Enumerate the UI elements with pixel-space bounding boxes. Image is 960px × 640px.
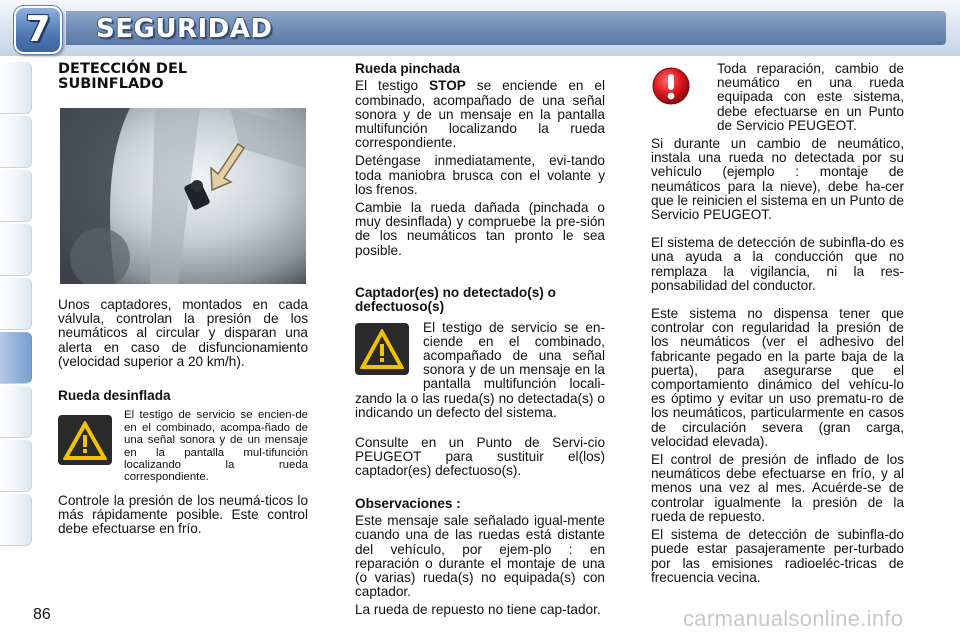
page-number: 86 [33,606,51,623]
chapter-tab-7-active[interactable] [0,332,32,384]
stop-label: STOP [429,78,466,94]
puncture-paragraph-2: Deténgase inmediatamente, evi-tando toda maniobra brusca con el volante y los frenos. [355,153,605,197]
flat-tyre-text: Controle la presión de los neumá-ticos lo más rápidamente posible. Este control debe efectuarse en frío. [58,492,308,537]
column-1 [58,62,308,92]
flat-warning-block [58,409,308,487]
tyre-valve-photo [60,108,306,284]
exclamation-circle-icon [651,62,695,137]
puncture-paragraph-3: Cambie la rueda dañada (pinchada o muy desinflada) y compruebe la pre-sión de los neumáticos tan pronto le sea posible. [355,200,605,258]
chapter-number: 7 [25,9,51,50]
chapter-side-tabs [0,62,34,582]
chapter-tab-2[interactable] [0,116,32,168]
chapter-tab-9[interactable] [0,440,32,492]
sensor-warning-block [355,321,605,420]
chapter-tab-10[interactable] [0,494,32,546]
notes-paragraph-1: Este mensaje sale señalado igual-mente cuando una de las ruedas está distante del vehículo, por ejem-plo : en reparación o durante el montaje de una (o varias) rueda(s) no equipada(s) con captador. [355,513,605,600]
puncture-heading: Rueda pinchada [355,61,460,76]
col3-paragraph-4: El control de presión de inflado de los neumáticos debe efectuarse en frío, y al menos una vez al mes. Acuérde-se de controlar igualmente la presión de la rueda de repuesto. [651,452,904,524]
chapter-badge [14,6,62,54]
notes-heading: Observaciones : [355,495,461,511]
puncture-paragraph-1 [355,79,605,150]
column-3 [651,62,904,589]
col3-paragraph-2: El sistema de detección de subinfla-do es una ayuda a la conducción que no remplaza la vigilancia, ni la res-ponsabilidad del conductor. [651,235,904,293]
chapter-tab-5[interactable] [0,278,32,330]
column-1-text [58,298,308,540]
sensor-text: Consulte en un Punto de Servi-cio PEUGEOT para sustituir el(los) captador(es) defectuoso(s). [355,435,605,479]
intro-paragraph: Unos captadores, montados en cada válvula, controlan la presión de los neumáticos al circular y disparan una alerta en caso de disfuncionamiento (velocidad superior a 20 km/h). [58,297,308,369]
flat-warning-text: El testigo de servicio se encien-de en el combinado, acompa-ñado de una señal sonora y de un mensaje en la pantalla mul-tifunción localizando la rueda correspondiente. [124,409,308,484]
chapter-tab-1[interactable] [0,62,32,114]
warning-triangle-icon [355,323,415,377]
column-2 [355,62,605,622]
page-title: SEGURIDAD [96,14,273,44]
puncture-text-a: El testigo [355,78,430,94]
col3-paragraph-1: Si durante un cambio de neumático, instala una rueda no detectada por su vehículo (ejemplo : montaje de neumáticos para la nieve), debe ha-cer que le reinicien el sistema en un Punto de Servicio PEUGEOT. [651,136,904,223]
col3-paragraph-5: El sistema de detección de subinfla-do puede estar pasajeramente per-turbado por las emisiones radioeléc-tricas de frecuencia vecina. [651,527,904,585]
wheel-illustration [60,108,306,284]
alert-block [651,62,904,137]
col3-paragraph-3: Este sistema no dispensa tener que controlar con regularidad la presión de los neumáticos (ver el adhesivo del fabricante pegado en la parte baja de la puerta), para asegurarse que el comportamiento dinámico del vehícu-lo es óptimo y evitar un uso prematu-ro de los neumáticos, particularmente en casos de circulación severa (gran carga, velocidad elevada). [651,306,904,449]
chapter-tab-4[interactable] [0,224,32,276]
sensor-warning-text: El testigo de servicio se en-ciende en el combinado, acompañado de una señal sonora y de un mensaje en la pantalla multifunción locali-zando la o las rueda(s) no detectada(s) o indicando un defecto del sistema. [355,319,605,420]
chapter-tab-8[interactable] [0,386,32,438]
chapter-tab-3[interactable] [0,170,32,222]
notes-paragraph-2: La rueda de repuesto no tiene cap-tador. [355,602,601,618]
flat-tyre-heading: Rueda desinflada [58,388,171,404]
puncture-text-b: se enciende en el combinado, acompañado de una señal sonora y de un mensaje en la pantalla multifunción localizando la rueda correspondiente. [355,78,605,151]
sensor-heading: Captador(es) no detectado(s) o defectuoso(s) [355,284,556,315]
section-title: DETECCIÓN DEL SUBINFLADO [58,61,188,92]
alert-text: Toda reparación, cambio de neumático en una rueda equipada con este sistema, debe efectuarse en un Punto de Servicio PEUGEOT. [717,61,904,133]
warning-triangle-icon [58,409,114,487]
watermark: carmanualsonline.info [683,606,904,631]
